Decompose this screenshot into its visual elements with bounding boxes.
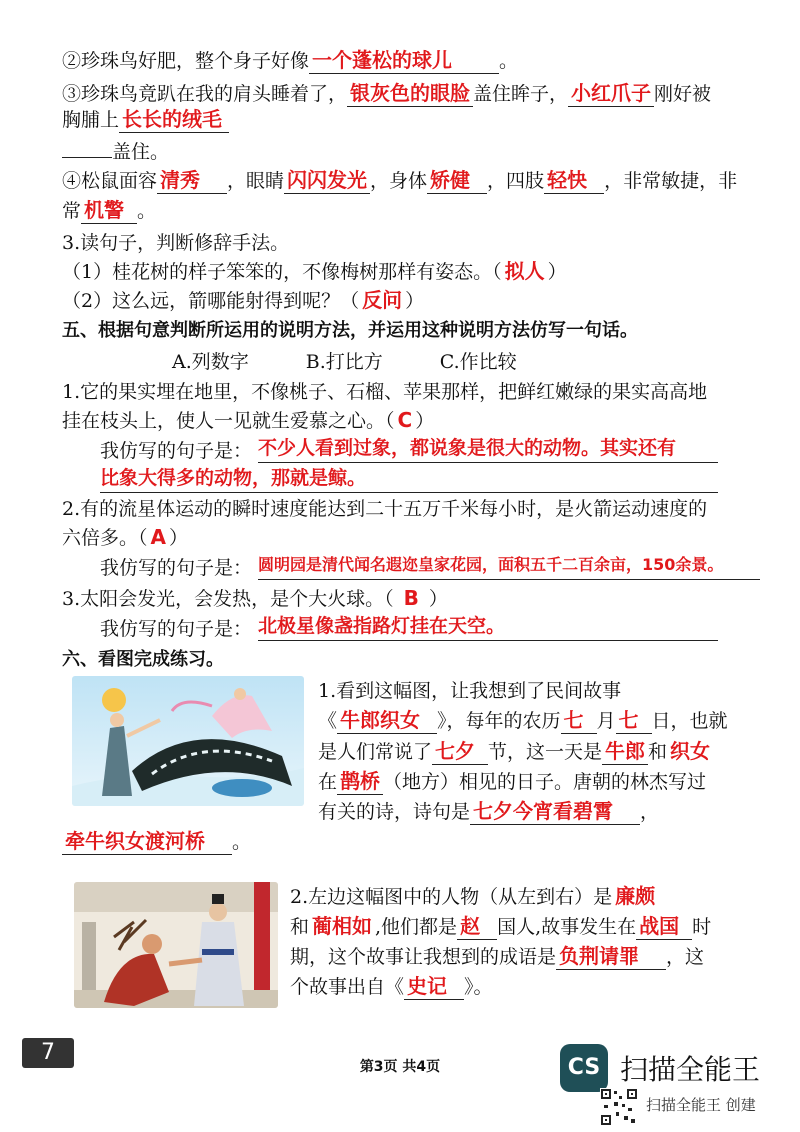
section-5-title: 五、根据句意判断所运用的说明方法，并运用这种说明方法仿写一句话。 [62, 320, 638, 341]
q3-s1 [62, 257, 760, 287]
answer-cowherd: 牛郎 [602, 738, 648, 765]
q3-s2 [62, 286, 760, 316]
q-text: 期，这个故事让我想到的成语是 [290, 946, 557, 968]
answer-person-1: 廉颇 [615, 884, 656, 908]
answer-9: 机警 [81, 197, 137, 224]
q-text: （2）这么远，箭哪能射得到呢？（ [62, 290, 360, 312]
answer-7: 矫健 [427, 167, 487, 194]
q-text: ） [547, 261, 567, 283]
camscanner-logo-icon: CS [560, 1044, 608, 1092]
answer-rhetoric-1: 拟人 [504, 259, 545, 283]
q-item-3-line3 [62, 136, 760, 167]
q-text: ，四肢 [487, 170, 545, 192]
s5-q3-line1 [62, 584, 760, 614]
q-text: 胸脯上 [62, 109, 120, 131]
answer-s5-1: C [397, 408, 413, 432]
answer-6: 闪闪发光 [284, 167, 370, 194]
q-text: ，眼睛 [227, 170, 285, 192]
s5-q1-line1: 1.它的果实埋在地里，不像桃子、石榴、苹果那样，把鲜红嫩绿的果实高高地 [62, 381, 708, 403]
q-text: 有关的诗，诗句是 [318, 801, 471, 823]
answer-folk-tale: 牛郎织女 [337, 707, 437, 734]
s5-q3-copy: 北极星像盏指路灯挂在天空。 [258, 612, 718, 641]
s6-p1-line6 [62, 827, 760, 857]
s5-q2-copy-label: 我仿写的句子是： [100, 557, 253, 579]
answer-month: 七 [561, 707, 597, 734]
s5-q1-copy-2: 比象大得多的动物，那就是鲸。 [100, 464, 718, 493]
answer-idiom: 负荆请罪 [556, 943, 666, 970]
q-text: 时 [692, 916, 712, 938]
answer-person-2: 蔺相如 [312, 914, 373, 938]
general-minister-image [74, 882, 278, 1008]
q-text: ③珍珠鸟竟趴在我的肩头睡着了， [62, 83, 348, 105]
s6-p1-line1: 1.看到这幅图，让我想到了民间故事 [318, 680, 622, 702]
q-item-4-line2 [62, 196, 760, 226]
q-text: 3.读句子，判断修辞手法。 [62, 232, 290, 254]
s6-p2-line4 [290, 972, 760, 1002]
answer-2: 银灰色的眼脸 [347, 80, 473, 107]
s5-q2-line2 [62, 523, 760, 553]
s6-p1-line3 [318, 737, 760, 767]
answer-rhetoric-2: 反问 [362, 288, 403, 312]
q-text: ， [640, 801, 660, 823]
answer-day: 七 [616, 707, 652, 734]
q-text: ，这 [666, 946, 705, 968]
answer-place: 鹊桥 [337, 768, 383, 795]
s5-q1-copy-1: 不少人看到过象，都说象是很大的动物。其实还有 [258, 434, 718, 463]
s6-p1-line4 [318, 767, 760, 797]
answer-5: 清秀 [157, 167, 227, 194]
s5-q1-copy-label: 我仿写的句子是： [100, 440, 253, 462]
blank-line [62, 136, 112, 158]
answer-8: 轻快 [544, 167, 604, 194]
q-item-2 [62, 46, 760, 76]
q-text: 在 [318, 771, 338, 793]
q-text: 节，这一天是 [488, 741, 603, 763]
q-text: 盖住眸子， [473, 83, 569, 105]
answer-s5-3: B [403, 586, 419, 610]
q-text: 是人们常说了 [318, 741, 433, 763]
q-text: ） [405, 290, 425, 312]
q-text: ②珍珠鸟好肥，整个身子好像 [62, 50, 310, 72]
s6-p1-line5 [318, 797, 760, 827]
app-name: 扫描全能王 [620, 1053, 761, 1086]
section-5-options: A.列数字 B.打比方 C.作比较 [172, 351, 517, 373]
answer-weaver: 织女 [670, 739, 711, 763]
q-text: 挂在枝头上，使人一见就生爱慕之心。（ [62, 410, 395, 432]
q-text: 。 [232, 831, 252, 853]
q-text: 六倍多。（ [62, 527, 148, 549]
answer-3: 小红爪子 [568, 80, 654, 107]
q-text: ） [428, 588, 448, 610]
s5-q2-copy: 圆明园是清代闻名遐迩皇家花园，面积五千二百余亩，150余景。 [258, 551, 760, 580]
answer-festival: 七夕 [432, 738, 488, 765]
q-text: 刚好被 [654, 83, 712, 105]
cowherd-weaver-image [72, 676, 304, 806]
s6-p2-line3 [290, 942, 760, 972]
app-subtitle: 扫描全能王 创建 [646, 1096, 756, 1114]
q-text: ,他们都是 [375, 916, 458, 938]
q-text: 。 [137, 200, 157, 222]
q-text: 《 [318, 710, 338, 732]
answer-4: 长长的绒毛 [119, 106, 229, 133]
q-item-4 [62, 166, 760, 196]
answer-state: 赵 [457, 913, 497, 940]
q-text: 》。 [464, 976, 493, 998]
q-text: 常 [62, 200, 82, 222]
q-text: 。 [499, 50, 519, 72]
q-text: ） [415, 410, 435, 432]
section-6-title: 六、看图完成练习。 [62, 649, 224, 670]
answer-1: 一个蓬松的球儿 [309, 47, 499, 74]
page-footer: 第3页 共4页 [359, 1059, 441, 1075]
s6-p2-line1 [290, 882, 760, 912]
answer-poem-line1: 七夕今宵看碧霄 [470, 798, 640, 825]
s6-p2-line2 [290, 912, 760, 942]
answer-period: 战国 [636, 913, 692, 940]
q-text: 和 [648, 741, 668, 763]
q3-title [62, 228, 760, 258]
s6-p1-line2 [318, 706, 760, 736]
q-item-3-line2 [62, 105, 760, 135]
answer-s5-2: A [150, 525, 166, 549]
answer-poem-line2: 牵牛织女渡河桥 [62, 828, 232, 855]
qr-code-icon [600, 1088, 638, 1126]
q-text: 国人,故事发生在 [497, 916, 637, 938]
q-text: （1）桂花树的样子笨笨的，不像梅树那样有姿态。（ [62, 261, 502, 283]
q-text: 2.左边这幅图中的人物（从左到右）是 [290, 886, 613, 908]
q-text: 日，也就 [651, 710, 728, 732]
q-text: ，身体 [370, 170, 428, 192]
q-text: 月 [596, 710, 616, 732]
q-text: ） [169, 527, 189, 549]
q-text: ，非常敏捷，非 [604, 170, 738, 192]
s5-q2-line1: 2.有的流星体运动的瞬时速度能达到二十五万千米每小时，是火箭运动速度的 [62, 498, 708, 520]
q-text: 3.太阳会发光，会发热，是个大火球。（ [62, 588, 394, 610]
q-text: ④松鼠面容 [62, 170, 158, 192]
q-text: （地方）相见的日子。唐朝的林杰写过 [383, 771, 707, 793]
s5-q1-line2 [62, 406, 760, 436]
s5-q3-copy-label: 我仿写的句子是： [100, 618, 253, 640]
q-text: 个故事出自《 [290, 976, 405, 998]
q-text: 》，每年的农历 [437, 710, 561, 732]
q-text: 盖住。 [112, 141, 170, 163]
q-text: 和 [290, 916, 310, 938]
page-badge: 7 [22, 1038, 74, 1068]
answer-source: 史记 [404, 973, 464, 1000]
